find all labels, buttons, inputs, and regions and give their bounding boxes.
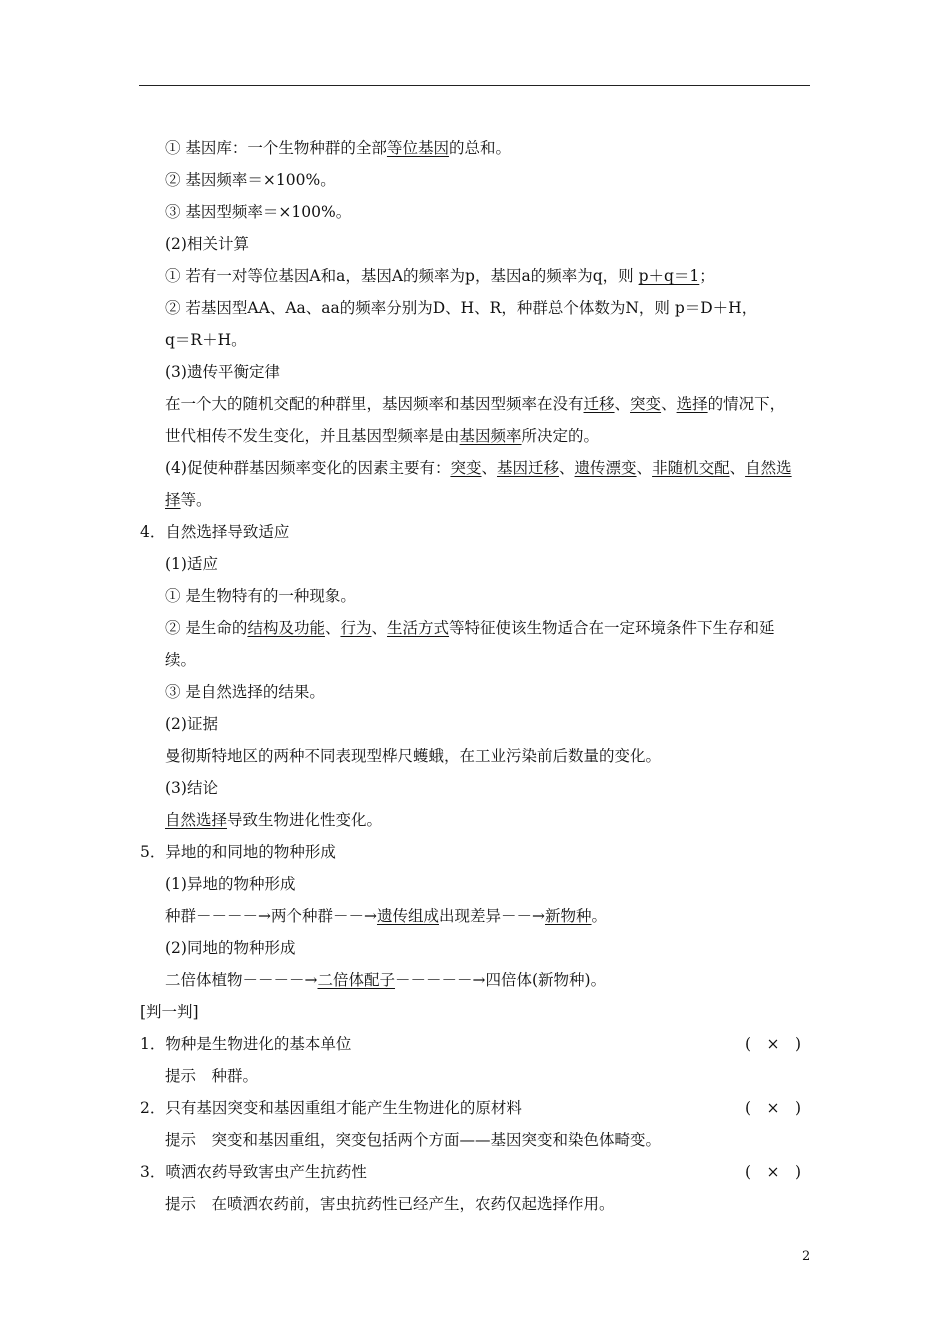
- adaptation-item-1: ① 是生物特有的一种现象。: [165, 587, 356, 605]
- sympatric-flow: 二倍体植物－－－－→二倍体配子－－－－－→四倍体(新物种)。: [165, 971, 607, 989]
- adaptation-heading: (1)适应: [165, 555, 218, 573]
- judge-hint-1: 提示 种群。: [165, 1067, 259, 1085]
- section-5-title: 5．异地的和同地的物种形成: [140, 843, 336, 861]
- calc-item-1: ① 若有一对等位基因A和a，基因A的频率为p，基因a的频率为q，则 p＋q＝1；: [165, 267, 715, 285]
- adaptation-item-3: ③ 是自然选择的结果。: [165, 683, 325, 701]
- gene-frequency-def: ② 基因频率＝×100%。: [165, 171, 336, 189]
- judge-question-3: 3．喷洒农药导致害虫产生抗药性: [140, 1163, 367, 1181]
- conclusion-text: 自然选择导致生物进化性变化。: [165, 811, 383, 829]
- calc-item-2: ② 若基因型AA、Aa、aa的频率分别为D、H、R，种群总个体数为N，则 p＝D＋H，: [165, 299, 758, 317]
- conclusion-heading: (3)结论: [165, 779, 218, 797]
- hw-heading: (3)遗传平衡定律: [165, 363, 280, 381]
- adaptation-item-2: ② 是生命的结构及功能、行为、生活方式等特征使该生物适合在一定环境条件下生存和延: [165, 619, 775, 637]
- evidence-heading: (2)证据: [165, 715, 218, 733]
- header-rule: [139, 85, 810, 86]
- section-4-title: 4．自然选择导致适应: [140, 523, 290, 541]
- hw-text-2: 世代相传不发生变化，并且基因型频率是由基因频率所决定的。: [165, 427, 600, 445]
- allopatric-heading: (1)异地的物种形成: [165, 875, 296, 893]
- sympatric-heading: (2)同地的物种形成: [165, 939, 296, 957]
- judge-mark-1: ( × ): [745, 1035, 802, 1053]
- judge-mark-2: ( × ): [745, 1099, 802, 1117]
- allopatric-flow: 种群－－－－→两个种群－－→遗传组成出现差异－－→新物种。: [165, 907, 608, 925]
- gene-pool-def: ① 基因库：一个生物种群的全部等位基因的总和。: [165, 139, 511, 157]
- judge-hint-2: 提示 突变和基因重组，突变包括两个方面——基因突变和染色体畸变。: [165, 1131, 662, 1149]
- judge-question-1: 1．物种是生物进化的基本单位: [140, 1035, 352, 1053]
- judge-question-2: 2．只有基因突变和基因重组才能产生生物进化的原材料: [140, 1099, 522, 1117]
- factors-line-2: 择等。: [165, 491, 212, 509]
- adaptation-item-2-cont: 续。: [165, 651, 197, 669]
- genotype-frequency-def: ③ 基因型频率＝×100%。: [165, 203, 352, 221]
- judge-hint-3: 提示 在喷洒农药前，害虫抗药性已经产生，农药仅起选择作用。: [165, 1195, 615, 1213]
- hw-text-1: 在一个大的随机交配的种群里，基因频率和基因型频率在没有迁移、突变、选择的情况下，: [165, 395, 786, 413]
- factors-line-1: (4)促使种群基因频率变化的因素主要有：突变、基因迁移、遗传漂变、非随机交配、自然选: [165, 459, 792, 477]
- judge-heading: [判一判]: [140, 1003, 199, 1021]
- calc-item-2-cont: q＝R＋H。: [165, 331, 247, 349]
- calc-heading: (2)相关计算: [165, 235, 249, 253]
- page-number: 2: [802, 1249, 811, 1264]
- evidence-text: 曼彻斯特地区的两种不同表现型桦尺蠖蛾，在工业污染前后数量的变化。: [165, 747, 662, 765]
- judge-mark-3: ( × ): [745, 1163, 802, 1181]
